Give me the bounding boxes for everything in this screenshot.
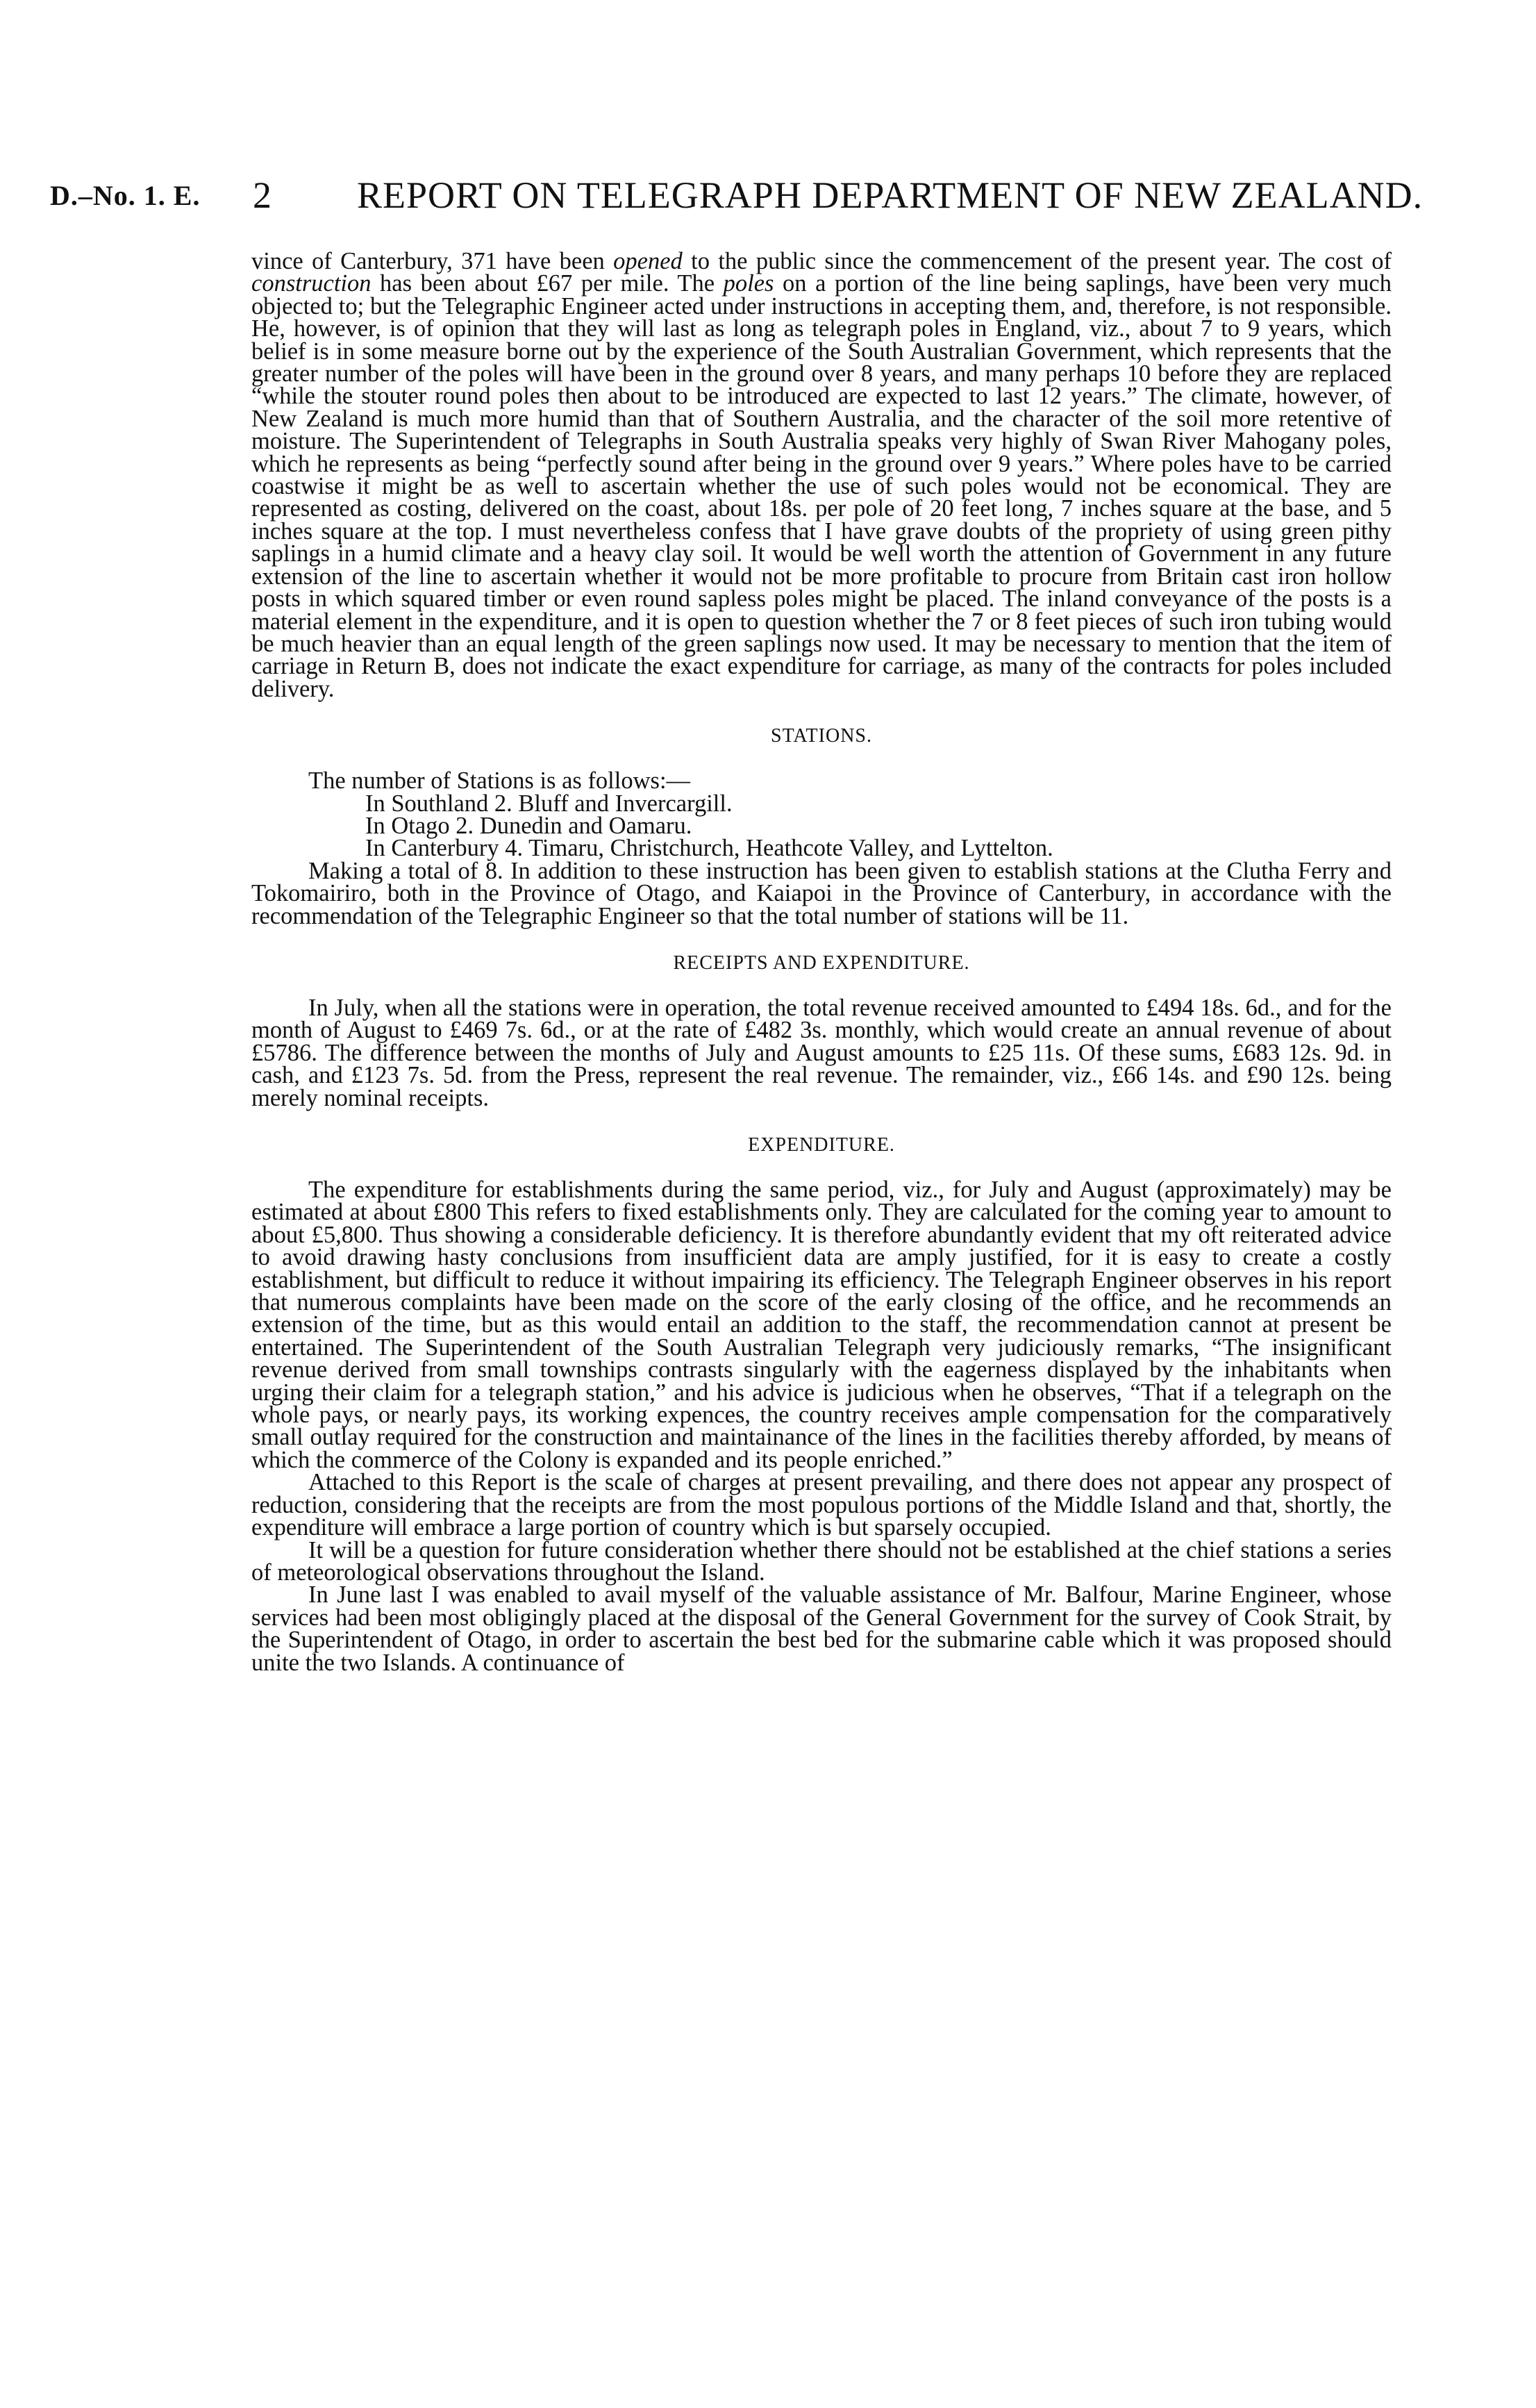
intro-emphasis-construction: construction bbox=[251, 270, 372, 297]
station-item-canterbury: In Canterbury 4. Timaru, Christchurch, Heathcote Valley, and Lyttelton. bbox=[365, 835, 1053, 862]
page-header bbox=[50, 174, 1494, 222]
expenditure-heading: EXPENDITURE. bbox=[748, 1134, 895, 1156]
intro-paragraph bbox=[251, 250, 1392, 700]
station-item-southland: In Southland 2. Bluff and Invercargill. bbox=[365, 790, 733, 817]
station-item-otago: In Otago 2. Dunedin and Oamaru. bbox=[365, 812, 692, 839]
page-body bbox=[251, 250, 1392, 1674]
stations-paragraph: Making a total of 8. In addition to these instruction has been given to establish stations at the Clutha Ferry and Tokomairiro, both in the Province of Otago, and Kaiapoi in the Province of Canterbury, in accordance with the recommendation of the Telegraphic Engineer so that the total number of stations will be 11. bbox=[251, 857, 1392, 929]
intro-text-4: on a portion of the line being saplings, have been very much objected to; but the Telegraphic Engineer acted under instructions in accepting them, and, therefore, is not responsible. He, however, is of opinion that they will last as long as telegraph poles in England, viz., about 7 to 9 years, which belief is in some measure borne out by the experience of the South Australian Government, which represents that the greater number of the poles will have been in the ground over 8 years, and many perhaps 10 before they are replaced “while the stouter round poles then about to be introduced are expected to last 12 years.” The climate, however, of New Zealand is much more humid than that of Southern Australia, and the character of the soil more retentive of moisture. The Superintendent of Telegraphs in South Australia speaks very highly of Swan River Mahogany poles, which he represents as being “perfectly sound after being in the ground over 9 years.” Where poles have to be carried coastwise it might be as well to ascertain whether the use of such poles would not be economical. They are represented as costing, delivered on the coast, about 18s. per pole of 20 feet long, 7 inches square at the base, and 5 inches square at the top. I must nevertheless confess that I have grave doubts of the propriety of using green pithy saplings in a humid climate and a heavy clay soil. It would be well worth the attention of Government in any future extension of the line to ascertain whether it would not be more profitable to procure from Britain cast iron hollow posts in which squared timber or even round sapless poles might be placed. The inland conveyance of the posts is a material element in the expenditure, and it is open to question whether the 7 or 8 feet pieces of such iron tubing would be much heavier than an equal length of the green saplings now used. It may be necessary to mention that the item of carriage in Return B, does not indicate the exact expenditure for carriage, as many of the contracts for poles included delivery. bbox=[251, 270, 1392, 702]
intro-text-3: has been about £67 per mile. The bbox=[371, 270, 724, 297]
expenditure-paragraph-3: It will be a question for future consideration whether there should not be established at the chief stations a series of meteorological observations throughout the Island. bbox=[251, 1536, 1392, 1586]
stations-lead: The number of Stations is as follows:— bbox=[308, 767, 691, 795]
intro-emphasis-opened: opened bbox=[613, 248, 683, 274]
expenditure-paragraph-2: Attached to this Report is the scale of charges at present prevailing, and there does not appear any prospect of reduction, considering that the receipts are from the most populous portions of the Middle Island and that, shortly, the expenditure will embrace a large portion of country which is but sparsely occupied. bbox=[251, 1469, 1392, 1541]
receipts-paragraph: In July, when all the stations were in operation, the total revenue received amounted to £494 18s. 6d., and for the month of August to £469 7s. 6d., or at the rate of £482 3s. monthly, which would create an annual revenue of about £5786. The difference between the months of July and August amounts to £25 11s. Of these sums, £683 12s. 9d. in cash, and £123 7s. 5d. from the Press, represent the real revenue. The remainder, viz., £66 14s. and £90 12s. being merely nominal receipts. bbox=[251, 994, 1392, 1111]
expenditure-paragraph-4: In June last I was enabled to avail myself of the valuable assistance of Mr. Balfour, Marine Engineer, whose services had been most obligingly placed at the disposal of the General Government for the survey of Cook Strait, by the Superintendent of Otago, in order to ascertain the best bed for the submarine cable which it was proposed should unite the two Islands. A continuance of bbox=[251, 1581, 1392, 1676]
intro-emphasis-poles: poles bbox=[723, 270, 774, 297]
receipts-heading: RECEIPTS AND EXPENDITURE. bbox=[673, 952, 970, 974]
intro-text-2: to the public since the commencement of the present year. The cost of bbox=[682, 248, 1392, 274]
running-title: REPORT ON TELEGRAPH DEPARTMENT OF NEW ZEALAND. bbox=[357, 174, 1424, 216]
stations-list bbox=[251, 767, 1392, 862]
stations-heading: STATIONS. bbox=[771, 725, 872, 747]
intro-text-1: vince of Canterbury, 371 have been bbox=[251, 248, 614, 274]
page-number: 2 bbox=[253, 174, 272, 216]
document-reference: D.–No. 1. E. bbox=[50, 180, 201, 211]
expenditure-paragraph-1: The expenditure for establishments during the same period, viz., for July and August (approximately) may be estimated at about £800 This refers to fixed establishments only. They are calculated for the coming year to amount to about £5,800. Thus showing a considerable deficiency. It is therefore abundantly evident that my oft reiterated advice to avoid drawing hasty conclusions from insufficient data are amply justified, for it is easy to create a costly establishment, but difficult to reduce it without impairing its efficiency. The Telegraph Engineer observes in his report that numerous complaints have been made on the score of the early closing of the office, and he recommends an extension of the time, but as this would entail an addition to the staff, the recommendation cannot at present be entertained. The Superintendent of the South Australian Telegraph very judiciously remarks, “The insignificant revenue derived from small townships contrasts singularly with the eagerness displayed by the inhabitants when urging their claim for a telegraph station,” and his advice is judicious when he observes, “That if a telegraph on the whole pays, or nearly pays, its working expences, the country receives ample compensation for the comparatively small outlay required for the construction and maintainance of the lines in the facilities thereby afforded, by means of which the commerce of the Colony is expanded and its people enriched.” bbox=[251, 1177, 1392, 1473]
